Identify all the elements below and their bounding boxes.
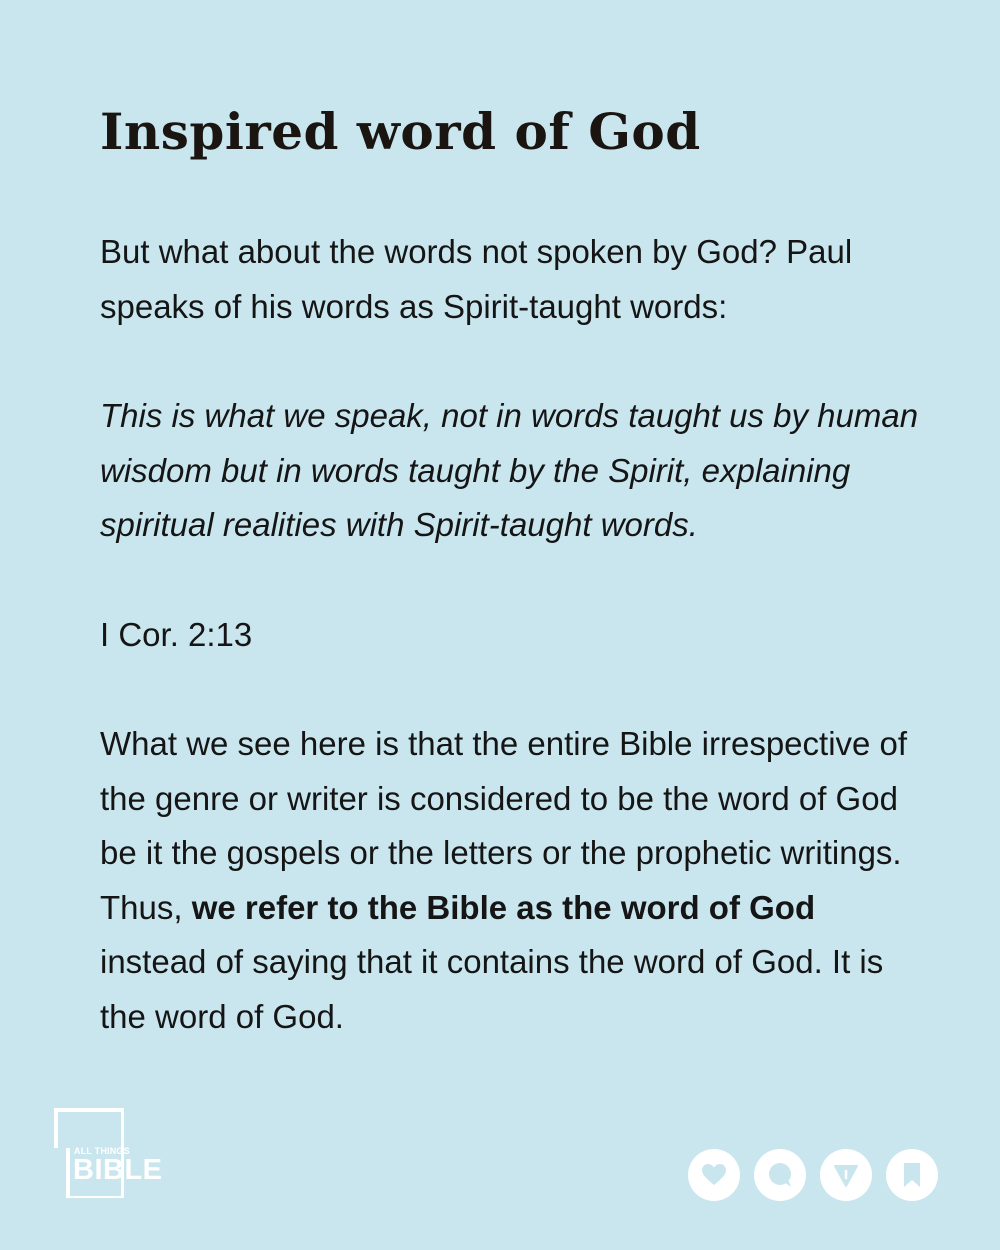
brand-name: BIBLE xyxy=(73,1154,163,1186)
heart-icon xyxy=(701,1163,727,1187)
share-button[interactable] xyxy=(820,1149,872,1201)
scripture-quote: This is what we speak, not in words taught us by human wisdom but in words taught by the Spirit, explaining spiritual realities with Spirit-taught words. xyxy=(100,397,919,543)
scripture-reference: I Cor. 2:13 xyxy=(100,616,253,653)
comment-button[interactable] xyxy=(754,1149,806,1201)
bookmark-button[interactable] xyxy=(886,1149,938,1201)
brand-logo xyxy=(54,1108,163,1198)
page-title: Inspired word of God xyxy=(100,102,701,161)
share-icon xyxy=(833,1162,859,1188)
comment-icon xyxy=(766,1161,794,1189)
conclusion-emphasis: we refer to the Bible as the word of God xyxy=(191,888,816,926)
intro-paragraph: But what about the words not spoken by God? Paul speaks of his words as Spirit-taught words: xyxy=(100,233,853,325)
like-button[interactable] xyxy=(688,1149,740,1201)
bookmark-icon xyxy=(901,1162,923,1188)
conclusion-text-end: instead of saying that it contains the word of God. It is the word of God. xyxy=(100,943,884,1035)
conclusion-text-start: What we see here is that the entire Bible irrespective of the genre or writer is considered to be the word of God be it the gospels or the letters or the prophetic writings. Thus, xyxy=(100,725,908,926)
brand-tagline: ALL THINGS xyxy=(74,1146,130,1156)
conclusion-paragraph xyxy=(100,717,920,1044)
